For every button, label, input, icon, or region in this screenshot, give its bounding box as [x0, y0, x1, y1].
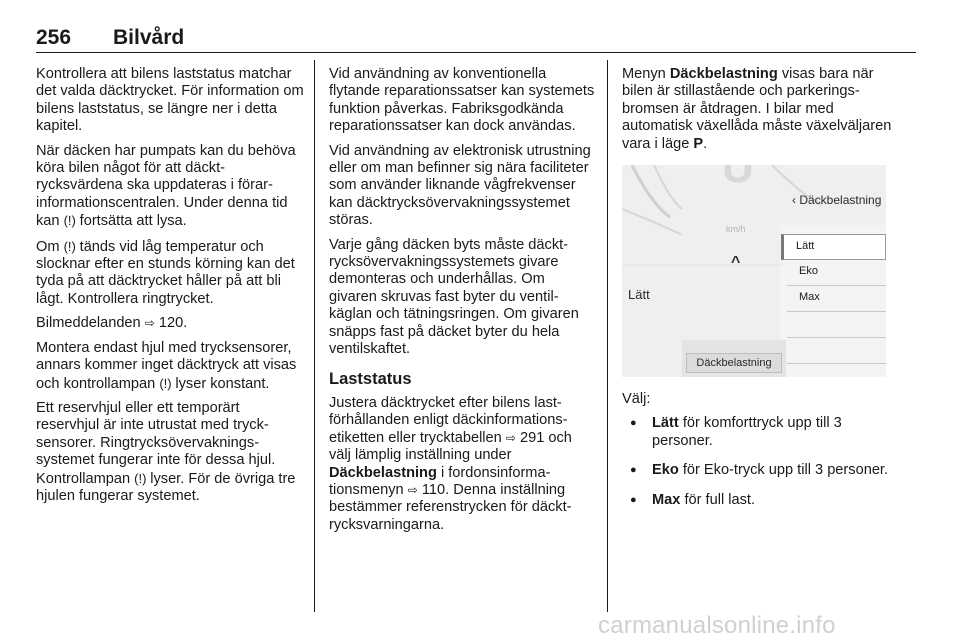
- page-title: Bilvård: [113, 26, 185, 49]
- paragraph: Varje gång däcken byts måste däcktrycksövervakningssystemets givare demonteras och underhållas. Om givaren skruvas fast byter du ventilkäglan och tätningsringen. Om givaren snäpps fast på däcket byter du hela ventilskaftet.: [329, 236, 579, 358]
- paragraph: Ett reservhjul eller ett temporärt reservhjul är inte utrustat med trycksensorer. Ringtrycksövervakningssystemet fungerar inte för dessa hjul. Kontrollampan (!) lyser. För de övriga tre hjulen fungerar systemet.: [36, 399, 296, 504]
- display-menu-list: [787, 234, 886, 364]
- tpms-warning-icon: (!): [159, 375, 172, 391]
- tpms-warning-icon: (!): [134, 470, 147, 486]
- reference-arrow-icon: ⇨: [407, 482, 418, 497]
- page-reference-link[interactable]: 120.: [158, 315, 188, 332]
- column-1: [36, 66, 304, 512]
- paragraph: Vid användning av konventionella flytande reparationssatser kan systemets funktion påverkas. Fabriksgodkända reparationssatser kan dock användas.: [329, 66, 595, 135]
- list-item: ● Lätt för komforttryck upp till 3 personer.: [622, 415, 892, 450]
- paragraph: När däcken har pumpats kan du behöva köra bilen något för att däcktrycksvärdena ska uppdateras i förarinformationscentralen. Under denna tid kan (!) fortsätta att lysa.: [36, 142, 296, 230]
- paragraph: Om (!) tänds vid låg temperatur och slocknar efter en stunds körning kan det tyda på att däcktrycket håller på att bli lågt. Kontrollera ringtrycket.: [36, 238, 295, 307]
- watermark: carmanualsonline.info: [598, 612, 836, 639]
- header-rule: [36, 52, 916, 53]
- paragraph: Menyn Däckbelastning visas bara när bilen är stillastående och parkeringsbromsen är åtdragen. I bilar med automatisk växellåda måste växelväljaren vara i läge P.: [622, 66, 892, 152]
- paragraph: Bilmeddelanden ⇨ 120.: [36, 315, 188, 332]
- display-bottom-label: Däckbelastning: [686, 353, 782, 373]
- reference-arrow-icon: ⇨: [144, 316, 155, 331]
- display-menu-item-empty: [787, 312, 886, 338]
- reference-arrow-icon: ⇨: [505, 430, 516, 445]
- speed-glyph: [722, 165, 754, 176]
- display-current-value: Lätt: [628, 287, 650, 303]
- column-divider-2: [607, 60, 608, 612]
- display-menu-item-latt: Lätt: [781, 234, 886, 260]
- list-item: ● Eko för Eko-tryck upp till 3 personer.: [622, 462, 892, 479]
- tpms-warning-icon: (!): [63, 238, 76, 254]
- display-menu-item-eko: Eko: [787, 260, 886, 286]
- display-menu-item-max: Max: [787, 286, 886, 312]
- column-2: [329, 66, 595, 541]
- tpms-warning-icon: (!): [63, 213, 76, 229]
- choose-label: Välj:: [622, 391, 651, 408]
- paragraph: Montera endast hjul med trycksensorer, annars kommer inget däcktryck att visas och kontrollampan (!) lyser konstant.: [36, 339, 297, 392]
- caret-up-icon: ^: [731, 254, 741, 272]
- menu-name: Däckbelastning: [669, 66, 778, 82]
- paragraph: Justera däcktrycket efter bilens lastförhållanden enligt däckinformationsetiketten eller trycktabellen ⇨ 291 och välj lämplig inställning under Däckbelastning i fordonsinformationsmenyn ⇨ 110. Denna inställning bestämmer referenstrycken för däcktrycksvarningarna.: [329, 394, 572, 533]
- instrument-display-image: [622, 165, 886, 377]
- paragraph: Kontrollera att bilens laststatus matchar det valda däcktrycket. För information om bilens laststatus, se längre ner i detta kapitel.: [36, 66, 304, 135]
- page-number: 256: [36, 26, 72, 49]
- column-divider-1: [314, 60, 315, 612]
- menu-name: Däckbelastning: [329, 464, 437, 481]
- column-3: [622, 66, 892, 521]
- list-item: ● Max för full last.: [622, 492, 892, 509]
- display-menu-item-empty: [787, 338, 886, 364]
- speed-unit: km/h: [726, 224, 746, 235]
- option-list: [622, 415, 892, 509]
- display-menu-title: ‹ Däckbelastning: [792, 193, 882, 208]
- page-header: [36, 26, 916, 50]
- paragraph: Vid användning av elektronisk utrustning eller om man befinner sig nära faciliteter som använder liknande vågfrekvenser kan däcktrycksövervakningssystemet störas.: [329, 142, 591, 229]
- section-heading: Laststatus: [329, 369, 412, 388]
